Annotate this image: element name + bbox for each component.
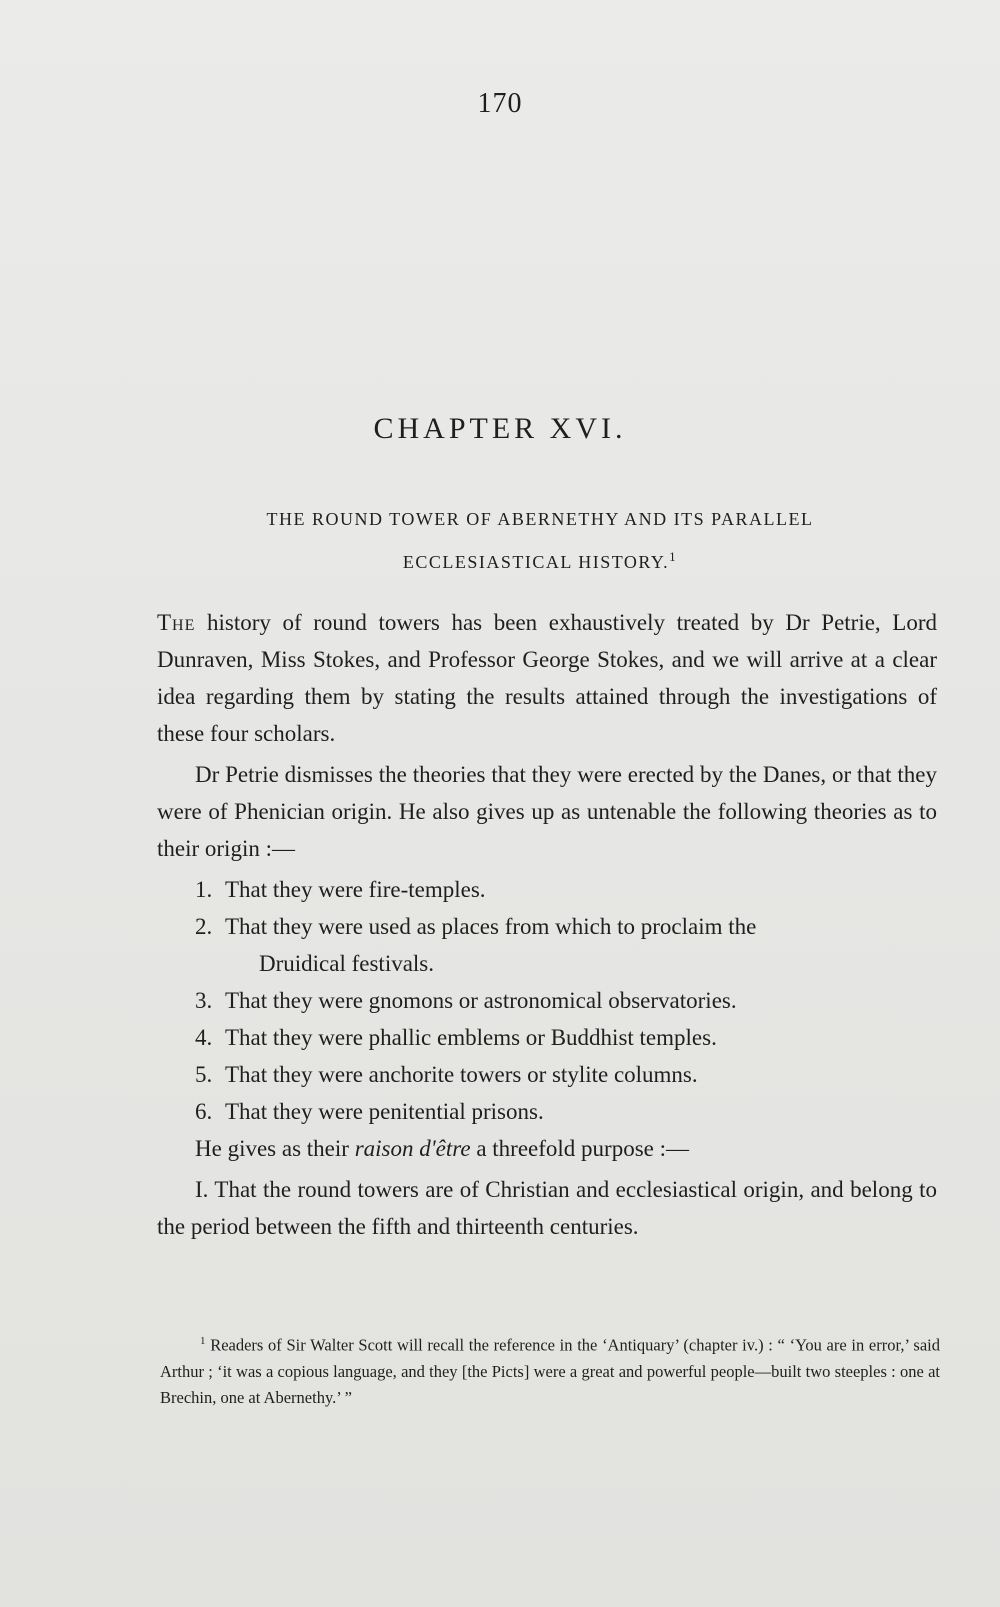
list-number: 5. bbox=[195, 1062, 213, 1087]
page-number: 170 bbox=[477, 88, 523, 119]
subtitle-line-1: THE ROUND TOWER OF ABERNETHY AND ITS PARALLEL bbox=[266, 509, 814, 529]
purpose-italic: raison d'être bbox=[354, 1136, 471, 1161]
chapter-heading: CHAPTER XVI. bbox=[373, 412, 627, 445]
purpose-paragraph bbox=[157, 1130, 937, 1167]
list-text: That they were gnomons or astronomical observatories. bbox=[225, 988, 737, 1013]
footnote-reference: 1 bbox=[669, 549, 678, 564]
list-item bbox=[157, 908, 937, 982]
list-number: 1. bbox=[195, 877, 213, 902]
list-item bbox=[157, 1019, 937, 1056]
purpose-before: He gives as their bbox=[195, 1136, 355, 1161]
list-text: That they were used as places from which to proclaim the bbox=[225, 914, 757, 939]
list-item bbox=[157, 982, 937, 1019]
list-text: That they were phallic emblems or Buddhist temples. bbox=[225, 1025, 717, 1050]
list-number: 2. bbox=[195, 914, 213, 939]
paragraph-1-lead: The bbox=[157, 610, 196, 635]
purpose-after: a threefold purpose :— bbox=[470, 1136, 689, 1161]
footnote-text: Readers of Sir Walter Scott will recall the reference in the ‘Antiquary’ (chapter iv.) : “ ‘You are in error,’ said Arthur ; ‘it was a copious language, and they [the Picts] were a great and powerful people—built two steeples : one at Brechin, one at Abernethy.’ ” bbox=[160, 1335, 940, 1407]
list-text: That they were anchorite towers or stylite columns. bbox=[225, 1062, 698, 1087]
list-text: That they were fire-temples. bbox=[225, 877, 486, 902]
point-one-paragraph: I. That the round towers are of Christian and ecclesiastical origin, and belong to the period between the fifth and thirteenth centuries. bbox=[157, 1177, 937, 1239]
paragraph-1 bbox=[157, 604, 937, 752]
subtitle-line-2 bbox=[170, 538, 910, 581]
footnote bbox=[160, 1328, 940, 1411]
subtitle-line-2-text: ECCLESIASTICAL HISTORY. bbox=[402, 552, 670, 572]
paragraph-1-text: history of round towers has been exhaustively treated by Dr Petrie, Lord Dunraven, Miss Stokes, and Professor George Stokes, and we will arrive at a clear idea regarding them by stating the results attained through the investigations of these four scholars. bbox=[157, 610, 937, 746]
footnote-mark: 1 bbox=[200, 1335, 206, 1347]
list-item bbox=[157, 1093, 937, 1130]
list-number: 3. bbox=[195, 988, 213, 1013]
paragraph-2: Dr Petrie dismisses the theories that they were erected by the Danes, or that they were of Phenician origin. He also gives up as untenable the following theories as to their origin :— bbox=[157, 762, 937, 861]
list-text-continued: Druidical festivals. bbox=[259, 951, 435, 976]
list-number: 6. bbox=[195, 1099, 213, 1124]
theories-list bbox=[157, 871, 937, 1130]
list-item bbox=[157, 1056, 937, 1093]
chapter-subtitle bbox=[170, 500, 910, 581]
list-number: 4. bbox=[195, 1025, 213, 1050]
list-text: That they were penitential prisons. bbox=[225, 1099, 544, 1124]
list-item bbox=[157, 871, 937, 908]
body-text bbox=[157, 604, 937, 1249]
